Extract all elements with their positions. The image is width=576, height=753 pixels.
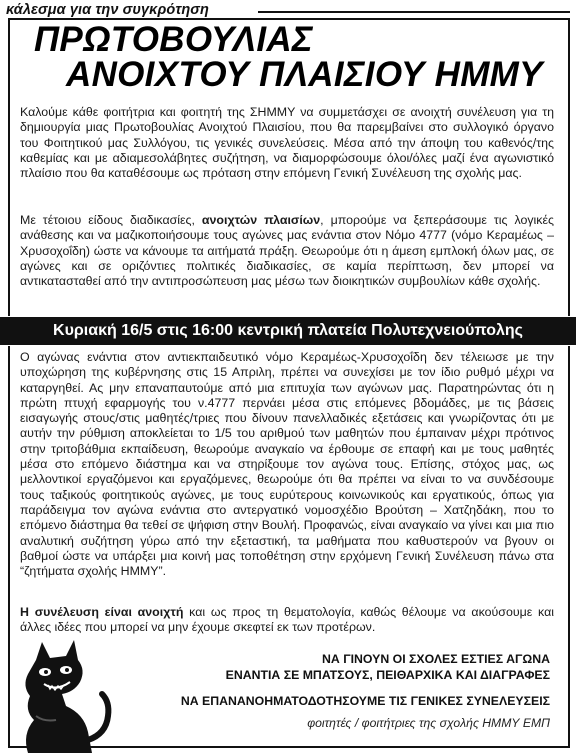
signature: φοιτητές / φοιτήτριες της σχολής ΗΜΜΥ ΕΜΠ bbox=[307, 716, 550, 730]
kicker-text: κάλεσμα για την συγκρότηση bbox=[6, 2, 209, 18]
intro-p2-rest: , μπορούμε να ξεπεράσουμε τις λογικές ανάθεσης και να μαζικοποιήσουμε τους αγώνες μας ενάντια στον Νόμο 4777 (νόμο Κεραμέως – Χρυσοχοΐδη) ώστε να κάνουμε τα αιτήματά πράξη. Θεωρούμε ότι η άμεση εμπλοκή όλων μας, σε αγώνες και σε οριζόντιες πολιτικές διαδικασίες, σε καμία περίπτωση, δεν μπορεί να αντικατασταθεί από την αντιπροσώπευση μας μέσω των διοικητικών συμβουλίων κάθε σχολής. bbox=[20, 213, 554, 289]
title-line-1: ΠΡΩΤΟΒΟΥΛΙΑΣ bbox=[34, 20, 313, 59]
kicker-rule bbox=[258, 11, 570, 13]
body-p2-emphasis: Η συνέλευση είναι ανοιχτή bbox=[20, 605, 184, 619]
title-line-2: ΑΝΟΙΧΤΟΥ ΠΛΑΙΣΙΟΥ ΗΜΜΥ bbox=[66, 55, 543, 94]
intro-paragraph-2 bbox=[20, 213, 554, 289]
body-paragraph-2 bbox=[20, 605, 554, 636]
slogan-3: ΝΑ ΕΠΑΝΑΝΟΗΜΑΤΟΔΟΤΗΣΟΥΜΕ ΤΙΣ ΓΕΝΙΚΕΣ ΣΥΝΕΛΕΥΣΕΙΣ bbox=[180, 694, 550, 708]
slogan-1: ΝΑ ΓΙΝΟΥΝ ΟΙ ΣΧΟΛΕΣ ΕΣΤΙΕΣ ΑΓΩΝΑ bbox=[322, 652, 550, 666]
body-p2-rest: και ως προς τη θεματολογία, καθώς θέλουμε να ακούσουμε και άλλες ιδέες που μπορεί να μην έχουμε σκεφτεί εκ των προτέρων. bbox=[20, 605, 554, 635]
date-banner: Κυριακή 16/5 στις 16:00 κεντρική πλατεία Πολυτεχνειούπολης bbox=[0, 317, 576, 345]
intro-paragraph-1: Καλούμε κάθε φοιτήτρια και φοιτητή της ΣΗΜΜΥ να συμμετάσχει σε ανοιχτή συνέλευση για τη δημιουργία μιας Πρωτοβουλίας Ανοιχτού Πλαισίου, που θα παρεμβαίνει στο συλλογικό όργανο του Φοιτητικού μας Συλλόγου, τις γενικές συνελεύσεις. Μέσα από την άποψη του καθενός/της καθεμίας και με αδιαμεσολάβητες συζήτηση, να διαμορφώσουμε όλοι/όλες μαζί ένα αγωνιστικό πλαίσιο που θα καταθέσουμε ως πρόταση στην επόμενη Γενική Συνέλευση της σχολής μας. bbox=[20, 105, 554, 181]
slogans-block bbox=[130, 652, 550, 710]
black-cat-icon bbox=[8, 636, 118, 753]
intro-p2-emphasis: ανοιχτών πλαισίων bbox=[201, 213, 321, 227]
body-paragraph-1: Ο αγώνας ενάντια στον αντιεκπαιδευτικό νόμο Κεραμέως-Χρυσοχοΐδη δεν τέλειωσε με την υποχώρηση της κυβέρνησης στις 15 Απριλη, πρέπει να συνεχίσει με τον ίδιο ρυθμό μέχρι να καταργηθεί. Ας μην επαναπαυτούμε από μια επιτυχία των αγώνων μας. Παρατηρώντας ότι η πρώτη πτυχή εφαρμογής του ν.4777 περνάει μέσα στις επόμενες βδομάδες, με τις βάσεις εισαγωγής στους/στις μαθητές/τριες που δίνουν πανελλαδικές εξετάσεις και γνωρίζοντας ότι με αυτήν την ρύθμιση αποκλείεται το 1/5 του αριθμού των μαθητών που έμπαιναν μέχρι πρότινος στην τριτοβάθμια εκπαίδευση, θεωρούμε αναγκαίο να έρθουμε σε επαφή και με τους μαθητές μέσα στο επόμενο διάστημα και να στηρίξουμε τον αγώνα τους. Επίσης, στόχος μας, ως μελλοντικοί εργαζόμενοι και εργαζόμενες, θεωρούμε ότι θα πρέπει να είναι το να συνδέσουμε τους ταξικούς φοιτητικούς αγώνες, με τους ευρύτερους κοινωνικούς και εργατικούς, όπως για παράδειγμα τον αγώνα ενάντια στο αντεργατικό νομοσχέδιο Βρούτση – Χατζηδάκη, που το επόμενο διάστημα θα τεθεί σε ψήφιση στην Βουλή. Προφανώς, είναι αναγκαίο να γίνει και μια πιο αναλυτική συζήτηση γύρω από την εξεταστική, τα μαθήματα που καθυστερούν να βγουν οι βαθμοί ώστε να υπάρξει μια κοινή μας τοποθέτηση στην ερχόμενη Γενική Συνέλευση πάνω στα “ζητήματα σχολής ΗΜΜΥ”. bbox=[20, 350, 554, 579]
slogan-2: ΕΝΑΝΤΙΑ ΣΕ ΜΠΑΤΣΟΥΣ, ΠΕΙΘΑΡΧΙΚΑ ΚΑΙ ΔΙΑΓΡΑΦΕΣ bbox=[225, 667, 550, 682]
intro-p2-lead: Με τέτοιου είδους διαδικασίες, bbox=[20, 213, 202, 227]
